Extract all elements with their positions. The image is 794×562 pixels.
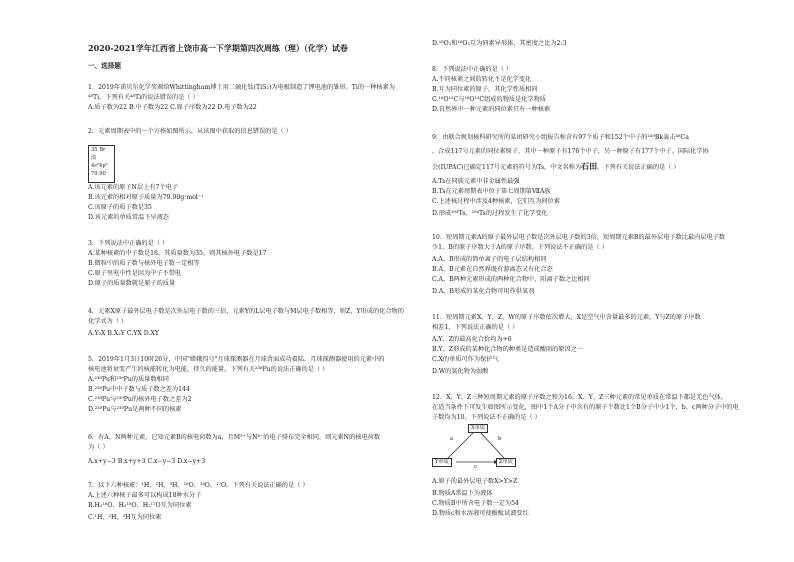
reaction-diagram [432, 422, 522, 482]
right-line [432, 234, 725, 242]
left-line [88, 94, 199, 102]
y-element-box: Y单质 [432, 458, 452, 467]
right-line [432, 336, 512, 344]
line-text: 10．短周期元素A的原子最外层电子数是次外层电子数的3倍，短周期元素B的最外层电子数比最内层电子数 [432, 234, 726, 241]
line-text: A.该元素的原子N层上有7个电子 [88, 184, 179, 191]
line-text: 4．元素X原子最外层电子数是次外层电子数的三倍，元素Y的L层电子数与M层电子数相等，则Z，Y形成的化合物的 [88, 308, 404, 315]
left-line [88, 502, 192, 510]
line-text-rest: 。下列有关说法正确的是（ ） [597, 164, 680, 171]
right-line [432, 40, 567, 48]
line-text: D.²³⁸Pu与²³⁹Pu是两种不同的核素 [88, 406, 182, 413]
left-line [88, 184, 178, 192]
line-text: A.质子数为22 B.中子数为22 C.原子序数为22 D.电子数为22 [88, 104, 257, 111]
right-line [432, 106, 550, 114]
left-line [88, 406, 182, 414]
left-line [88, 204, 152, 212]
line-text: A.A、B形成的简单离子的电子层结构相同 [432, 256, 547, 263]
left-line [88, 128, 292, 136]
right-line [432, 76, 531, 84]
line-text: D.W的氢化物为弱酸 [432, 368, 489, 375]
line-text: 8．下列说法中正确的是（ ） [432, 66, 513, 73]
right-line [432, 148, 709, 156]
line-text: C.¹⁶O¹²C与¹⁸O¹²C组成的物质是化学物质 [432, 96, 546, 103]
left-line [88, 240, 168, 248]
right-line [432, 404, 739, 412]
line-text: B.互为同位素的原子，其化学性质相同 [432, 86, 538, 93]
line-text: D.A、B形成的某化合物可用作供氧剂 [432, 288, 535, 295]
left-line [88, 458, 205, 466]
right-line [432, 510, 529, 518]
line-text: B.该元素的相对原子质量为79.90g·mol⁻¹ [88, 194, 204, 201]
line-text: A.Y、Z的最高化合价均为+6 [432, 336, 512, 343]
line-text: B.H₂¹⁶O、H₂¹⁸O、H₂¹⁷O互为同位素 [88, 502, 192, 509]
line-text: B.Ts在元素周期表中位于第七周期第ⅦA族 [432, 188, 551, 195]
right-line [432, 500, 519, 508]
line-text: 12．X、Y、Z三种短周期元素的原子序数之和为16。X、Y、Z三种元素的常见单质在常温下都是无色气体， [432, 394, 728, 401]
line-text: D.物质c和水溶液可使酚酞试液变红 [432, 510, 529, 517]
line-text: C.物质B中所含电子数一定为54 [432, 500, 519, 507]
right-line [432, 198, 560, 206]
line-text: 相差1，下列说法正确的是（ ） [432, 324, 519, 331]
left-line [88, 84, 395, 92]
right-line [432, 244, 608, 252]
left-line [88, 270, 181, 278]
right-line [432, 188, 551, 196]
left-line [88, 308, 404, 316]
label-a: a [450, 436, 454, 442]
line-text: 2．元素周期表中的一个方格如图所示，从该图中获取的信息错误的是（ ） [88, 128, 292, 135]
right-line [432, 288, 534, 296]
left-line [88, 280, 175, 288]
line-text: A.Ts在同族元素中非金属性最强 [432, 178, 520, 185]
line-text: 5．2019年1月3日10时26分，中国"嫦娥四号"月球探测器在月球背面成功着陆。月球探测器使用的元素中的 [88, 356, 385, 363]
right-line [432, 210, 548, 218]
line-text: C.上述核过程中涉及4种核素，它们互为同位素 [432, 198, 560, 205]
left-line [88, 330, 159, 338]
right-line [432, 394, 727, 402]
line-text: A.Y₂X B.X₂Y C.YX D.XY [88, 330, 159, 337]
left-line [88, 396, 191, 404]
line-text: 11．短周期元素X、Y、Z、W的原子序数依次增大，X是空气中含量最多的元素，Y与Z的原子序数 [432, 314, 701, 321]
line-text: 会(IUPAC)已确定117号元素的符号为Ts，中文名称为 [432, 164, 582, 171]
line-text: B.Y、Z形成的某种化合物的种类是造成酸雨的原因之一 [432, 346, 584, 353]
right-line [432, 276, 590, 284]
line-text: C.X的单质可作为保护气 [432, 356, 499, 363]
line-text: D.该元素的单质常温下呈液态 [88, 214, 169, 221]
line-text: C.¹H、²H、³H互为同位素 [88, 514, 162, 521]
line-text: 在适当条件下可发生如图所示变化，图中1个A分子中含有的原子个数比1个B分子中少1个，b、c两种分子中的电 [432, 404, 739, 411]
right-line [432, 256, 546, 264]
line-text: 化学式为（ ） [88, 318, 128, 325]
right-line [432, 66, 512, 74]
periodic-table-cell [88, 145, 115, 183]
left-line [88, 250, 267, 258]
line-text: 1．2019年诺贝尔化学奖颁给Whittingham博士用二硫化钛(TiS₂)为电极制造了锂电池的雏形。Ti的一种核素为 [88, 84, 395, 91]
left-line [88, 492, 201, 500]
line-text: ⁴⁸Ti。下列有关⁴⁸Ti的说法错误的是（ ） [88, 94, 199, 101]
element-name: 溴 [91, 155, 97, 161]
line-text: D.¹⁸O₂和¹⁶O₂互为同素异形体，其密度之比为2:3 [432, 40, 567, 47]
right-line [432, 414, 541, 422]
right-line [432, 178, 520, 186]
right-line [432, 96, 546, 104]
line-text: C.A、B两种元素形成的两种化合物中，阳离子数之比相同 [432, 276, 590, 283]
right-line [432, 324, 518, 332]
line-text: B.物质A常温下为液体 [432, 490, 493, 497]
element-char: 石田 [581, 161, 598, 171]
exam-title: 2020-2021学年江西省上饶市高一下学期第四次周练（理）（化学）试卷 [88, 43, 348, 53]
right-line [432, 346, 583, 354]
line-text: C.该原子的质子数是35 [88, 204, 152, 211]
line-text: 7．以下六种核素：¹H、²H、³H、¹⁶O、¹⁸O、¹⁷O。下列有关说法正确的是（ ） [88, 482, 309, 489]
line-text: D.原子的质量数就是原子的质量 [88, 280, 176, 287]
section-heading: 一、选择题 [88, 62, 121, 70]
line-text: 为（ ） [88, 444, 109, 451]
left-line [88, 514, 161, 522]
left-line [88, 194, 204, 202]
left-line [88, 104, 257, 112]
right-line [432, 162, 680, 172]
right-line [432, 134, 689, 142]
line-text: C.²³⁸Pu与²³⁹Pu的核外电子数之差为2 [88, 396, 192, 403]
atomic-mass: 79.90 [91, 171, 106, 177]
line-text: A.不同核素之间的转化不是化学变化 [432, 76, 532, 83]
line-text: 少1，B的原子序数大于A的原子序数。下列说法不正确的是（ ） [432, 244, 608, 251]
left-line [88, 376, 169, 384]
line-text: D.形成²⁹³Ts、²⁹⁴Ts的过程发生了化学变化 [432, 210, 548, 217]
left-line [88, 434, 380, 442]
right-line [432, 266, 553, 274]
line-text: 核电池将衰变产生的核能转化为电能，持久的能量。下列有关²³⁸Pu的说法正确的是（ ） [88, 366, 329, 373]
right-line [432, 86, 538, 94]
line-text: A.²³⁸Pu和²³⁹Pu的质量数相同 [88, 376, 169, 383]
line-text: D.自然界中一种元素的同位素只有一种核素 [432, 106, 551, 113]
left-line [88, 444, 109, 452]
electron-config: 4s²4p⁵ [91, 163, 108, 169]
label-c: c [474, 464, 477, 470]
line-text: 9．由联合规划核科研究所的某团研究小组报告称含有97个质子和152个中子的²⁴⁹Bk轰击⁴⁸Ca [432, 134, 689, 141]
line-text: A.某种核素的中子数是18，其质量数为35，则其核外电子数是17 [88, 250, 267, 257]
left-line [88, 356, 385, 364]
x-element-box: X单质 [468, 424, 488, 433]
left-line [88, 260, 200, 268]
line-text: C.原子里电中性是因为中子不带电 [88, 270, 182, 277]
line-text: 3．下列说法中正确的是（ ） [88, 240, 169, 247]
line-text: 6．有A、N两种元素，已知元素B的核电荷数为a，且M³⁺与Nᵇ⁻的电子排布完全相同，则元素N的核电荷数 [88, 434, 381, 441]
z-element-box: Z单质 [496, 458, 516, 467]
left-line [88, 366, 328, 374]
left-line [88, 386, 190, 394]
line-text: B.微粒中的质子数与核外电子数一定相等 [88, 260, 200, 267]
label-b: b [498, 436, 502, 442]
line-text: B.²³⁸Pu中中子数与质子数之差为144 [88, 386, 190, 393]
right-line [432, 490, 492, 498]
left-line [88, 318, 127, 326]
right-line [432, 356, 499, 364]
left-line [88, 214, 169, 222]
element-symbol: 35 Br [91, 147, 106, 153]
right-line [432, 368, 488, 376]
right-line [432, 314, 701, 322]
line-text: A.x+y−3 B.x+y+3 C.x−y−3 D.x−y+3 [88, 458, 206, 465]
line-text: A.上述六种核子最多可以构成18种水分子 [88, 492, 202, 499]
left-line [88, 482, 309, 490]
line-text: 子数均为10。下列说法不正确的是（ ） [432, 414, 541, 421]
line-text: ，合成117号元素的同位素原子，其中一种原子有176个中子，另一种原子有177个中子。国际化学协 [432, 148, 709, 155]
line-text: A.原子的最外层电子数X>Y>Z [432, 478, 518, 485]
line-text: B.A、B元素在自然界既有游离态又有化合态 [432, 266, 553, 273]
